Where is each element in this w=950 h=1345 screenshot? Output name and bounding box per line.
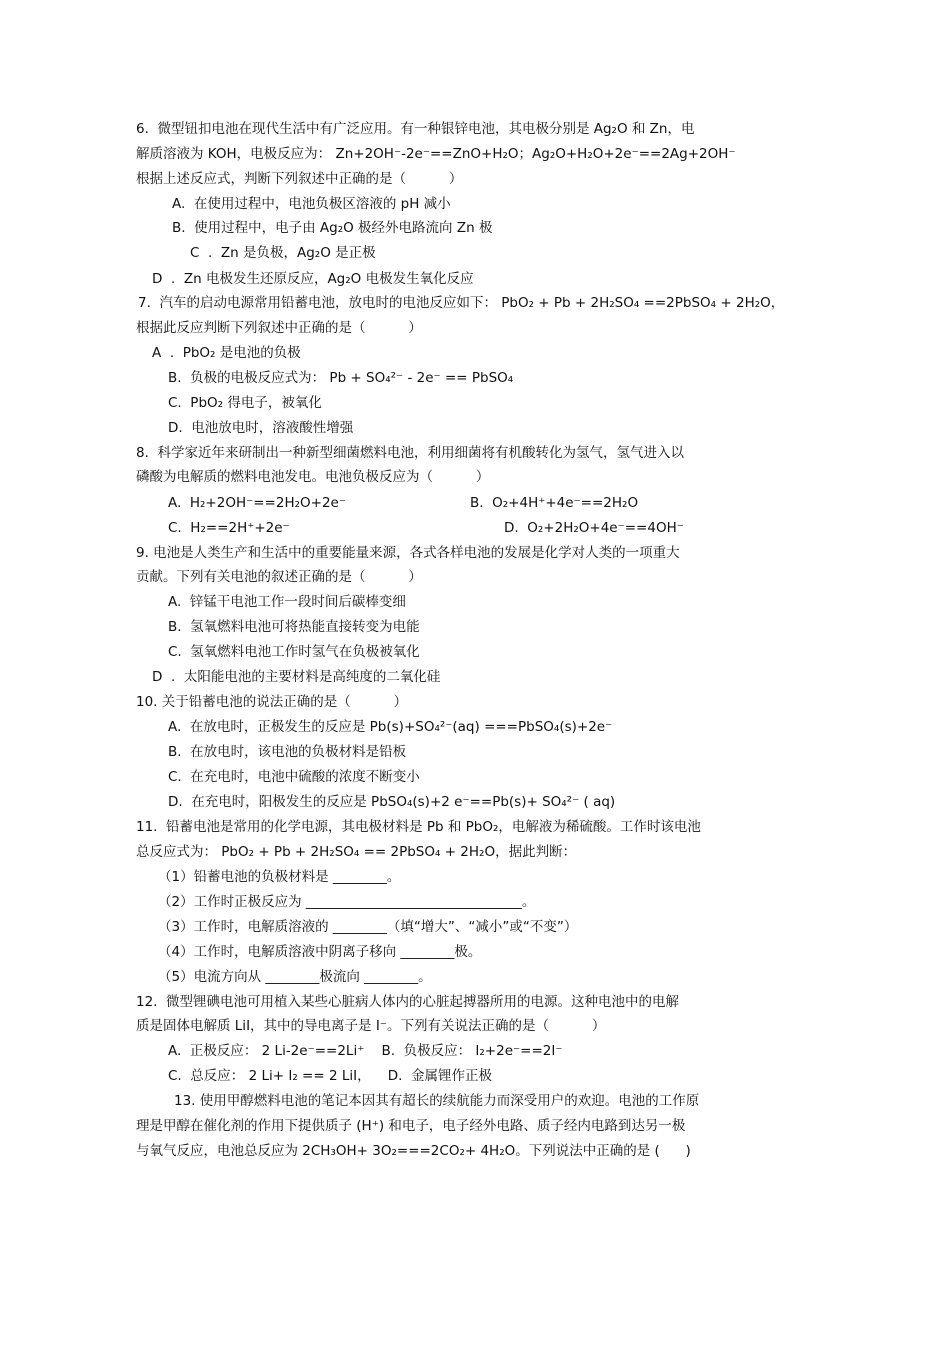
q11-part-2: （2）工作时正极反应为 ________________________________。 [158,894,536,910]
q8-option-b: B. O₂+4H⁺+4e⁻==2H₂O [470,495,639,511]
q11-part-3: （3）工作时，电解质溶液的 ________（填“增大”、“减小”或“不变”） [158,919,578,935]
q7-option-a: A . PbO₂ 是电池的负极 [152,345,301,361]
q13-stem-line-3: 与氧气反应，电池总反应为 2CH₃OH+ 3O₂===2CO₂+ 4H₂O。下列说法中正确的是 ( ) [136,1143,691,1159]
q9-stem-line-1: 9. 电池是人类生产和生活中的重要能量来源，各式各样电池的发展是化学对人类的一项重大 [136,545,680,561]
q7-option-c: C. PbO₂ 得电子，被氧化 [168,395,322,411]
q9-option-b: B. 氢氧燃料电池可将热能直接转变为电能 [168,619,420,635]
q6-option-c: C . Zn 是负极，Ag₂O 是正极 [190,245,376,261]
q7-option-b: B. 负极的电极反应式为： Pb + SO₄²⁻ - 2e⁻ == PbSO₄ [168,370,514,386]
q6-stem-line-3: 根据上述反应式，判断下列叙述中正确的是（ ） [136,171,463,187]
q7-stem-line-1: 7. 汽车的启动电源常用铅蓄电池，放电时的电池反应如下： PbO₂ + Pb + 2H₂SO₄ ==2PbSO₄ + 2H₂O， [138,295,785,311]
q7-option-d: D. 电池放电时，溶液酸性增强 [168,420,354,436]
q6-option-d: D . Zn 电极发生还原反应，Ag₂O 电极发生氧化反应 [152,271,474,287]
q10-option-c: C. 在充电时，电池中硫酸的浓度不断变小 [168,769,420,785]
q10-option-d: D. 在充电时，阳极发生的反应是 PbSO₄(s)+2 e⁻==Pb(s)+ SO₄²⁻ ( aq) [168,794,616,810]
q6-stem-line-2: 解质溶液为 KOH，电极反应为： Zn+2OH⁻-2e⁻==ZnO+H₂O；Ag₂O+H₂O+2e⁻==2Ag+2OH⁻ [136,146,736,162]
q9-option-a: A. 锌锰干电池工作一段时间后碳棒变细 [168,594,406,610]
q12-stem-line-2: 质是固体电解质 LiI，其中的导电离子是 I⁻。下列有关说法正确的是（ ） [136,1018,606,1034]
q8-option-a: A. H₂+2OH⁻==2H₂O+2e⁻ [168,495,346,511]
q13-stem-line-1: 13. 使用甲醇燃料电池的笔记本因其有超长的续航能力而深受用户的欢迎。电池的工作原 [174,1093,700,1109]
q7-stem-line-2: 根据此反应判断下列叙述中正确的是（ ） [136,320,422,336]
q10-stem: 10. 关于铅蓄电池的说法正确的是（ ） [136,694,408,710]
q10-option-a: A. 在放电时，正极发生的反应是 Pb(s)+SO₄²⁻(aq) ===PbSO₄(s)+2e⁻ [168,719,613,735]
q8-stem-line-2: 磷酸为电解质的燃料电池发电。电池负极反应为（ ） [136,469,490,485]
q9-option-d: D . 太阳能电池的主要材料是高纯度的二氧化硅 [152,669,441,685]
q8-option-c: C. H₂==2H⁺+2e⁻ [168,520,290,536]
q11-stem-line-2: 总反应式为： PbO₂ + Pb + 2H₂SO₄ == 2PbSO₄ + 2H₂O，据此判断： [136,844,577,860]
q9-option-c: C. 氢氧燃料电池工作时氢气在负极被氧化 [168,644,420,660]
q11-part-4: （4）工作时，电解质溶液中阴离子移向 ________极。 [158,944,482,960]
q9-stem-line-2: 贡献。下列有关电池的叙述正确的是（ ） [136,569,422,585]
q8-option-d: D. O₂+2H₂O+4e⁻==4OH⁻ [504,520,684,536]
q12-stem-line-1: 12. 微型锂碘电池可用植入某些心脏病人体内的心脏起搏器所用的电源。这种电池中的电解 [136,994,680,1010]
q12-options-ab: A. 正极反应： 2 Li-2e⁻==2Li⁺ B. 负极反应： I₂+2e⁻==2I⁻ [168,1043,563,1059]
q10-option-b: B. 在放电时，该电池的负极材料是铅板 [168,744,407,760]
q11-part-5: （5）电流方向从 ________极流向 ________。 [158,969,432,985]
q11-stem-line-1: 11. 铅蓄电池是常用的化学电源，其电极材料是 Pb 和 PbO₂，电解液为稀硫酸。工作时该电池 [136,819,701,835]
q6-stem-line-1: 6. 微型钮扣电池在现代生活中有广泛应用。有一种银锌电池，其电极分别是 Ag₂O 和 Zn，电 [136,121,695,137]
q6-option-a: A. 在使用过程中，电池负极区溶液的 pH 减小 [172,196,451,212]
q13-stem-line-2: 理是甲醇在催化剂的作用下提供质子 (H⁺) 和电子，电子经外电路、质子经内电路到达另一极 [136,1118,686,1134]
q12-options-cd: C. 总反应： 2 Li+ I₂ == 2 LiI， D. 金属锂作正极 [168,1068,493,1084]
q11-part-1: （1）铅蓄电池的负极材料是 ________。 [158,869,401,885]
q6-option-b: B. 使用过程中，电子由 Ag₂O 极经外电路流向 Zn 极 [172,220,493,236]
q8-stem-line-1: 8. 科学家近年来研制出一种新型细菌燃料电池，利用细菌将有机酸转化为氢气，氢气进入以 [136,445,684,461]
